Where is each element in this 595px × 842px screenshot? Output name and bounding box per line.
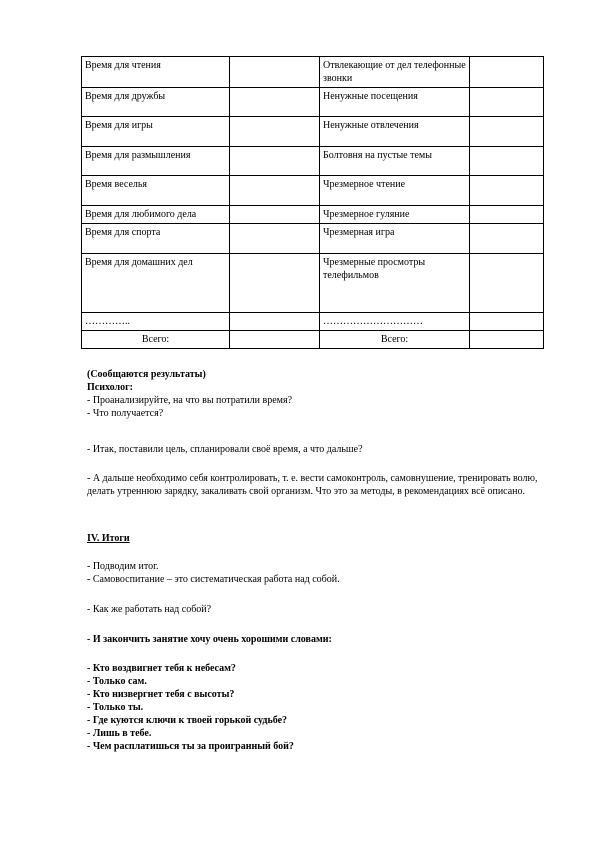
table-cell-empty [230,147,320,176]
table-cell-empty [470,88,544,117]
table-cell: Время для размышления [82,147,230,176]
table-cell: ………….. [82,313,230,331]
poem-line: - Где куются ключи к твоей горькой судьбе? [87,715,288,726]
summary-block [87,560,547,586]
table-cell: Время веселья [82,176,230,206]
table-row [82,254,544,313]
table-cell: Время для спорта [82,224,230,254]
poem-line: - Лишь в тебе. [87,728,152,739]
table-cell: Болтовня на пустые темы [320,147,470,176]
table-cell-empty [470,254,544,313]
table-cell-empty [230,224,320,254]
poem-line: - Только сам. [87,676,147,687]
table-row [82,206,544,224]
table-cell: ………………………… [320,313,470,331]
table-cell: Время для любимого дела [82,206,230,224]
table-cell-empty [470,117,544,147]
results-note: (Сообщаются результаты) [87,369,206,380]
question-line: - Итак, поставили цель, спланировали своё время, а что дальше? [87,444,363,455]
summary-line: - Самовоспитание – это систематическая работа над собой. [87,574,340,585]
section-title: IV. Итоги [87,533,130,544]
table-row [82,313,544,331]
table-cell-empty [470,331,544,349]
table-row [82,57,544,88]
table-cell: Чрезмерная игра [320,224,470,254]
table-cell-empty [470,176,544,206]
poem-line: - Чем расплатишься ты за проигранный бой? [87,741,294,752]
time-table [81,56,544,349]
table-cell: Время для игры [82,117,230,147]
table-cell: Чрезмерное гуляние [320,206,470,224]
closing-intro: - И закончить занятие хочу очень хорошими словами: [87,634,332,645]
table-cell-empty [230,57,320,88]
summary-question: - Как же работать над собой? [87,604,212,615]
table-cell-empty [230,313,320,331]
answer-paragraph: - А дальше необходимо себя контролировать, т. е. вести самоконтроль, самовнушение, тренировать волю, делать утреннюю зарядку, закаливать свой организм. Что это за методы, в рекомендациях всё описано. [87,473,538,497]
total-label: Всего: [320,331,470,349]
table-cell-empty [230,117,320,147]
table-cell: Время для дружбы [82,88,230,117]
discussion-block [87,368,547,420]
table-cell-empty [230,331,320,349]
table-cell-empty [230,176,320,206]
question-line: - Что получается? [87,408,164,419]
table-cell-empty [230,88,320,117]
table-cell: Чрезмерное чтение [320,176,470,206]
poem-line: - Кто низвергнет тебя с высоты? [87,689,235,700]
table-row [82,88,544,117]
poem-line: - Кто воздвигнет тебя к небесам? [87,663,236,674]
table-cell-empty [230,206,320,224]
table-row [82,224,544,254]
table-cell-empty [470,206,544,224]
table-row [82,147,544,176]
table-cell-empty [230,254,320,313]
total-label: Всего: [82,331,230,349]
table-cell: Ненужные отвлечения [320,117,470,147]
psychologist-label: Психолог: [87,382,133,393]
table-cell: Время для чтения [82,57,230,88]
table-row [82,117,544,147]
table-cell: Время для домашних дел [82,254,230,313]
table-cell: Отвлекающие от дел телефонные звонки [320,57,470,88]
table-cell-empty [470,147,544,176]
table-cell-empty [470,313,544,331]
poem-block [87,662,547,753]
table-row [82,176,544,206]
question-line: - Проанализируйте, на что вы потратили время? [87,395,293,406]
table-total-row [82,331,544,349]
table-cell: Ненужные посещения [320,88,470,117]
table-cell-empty [470,57,544,88]
poem-line: - Только ты. [87,702,144,713]
summary-line: - Подводим итог. [87,561,159,572]
table-cell: Чрезмерные просмотры телефильмов [320,254,470,313]
table-cell-empty [470,224,544,254]
